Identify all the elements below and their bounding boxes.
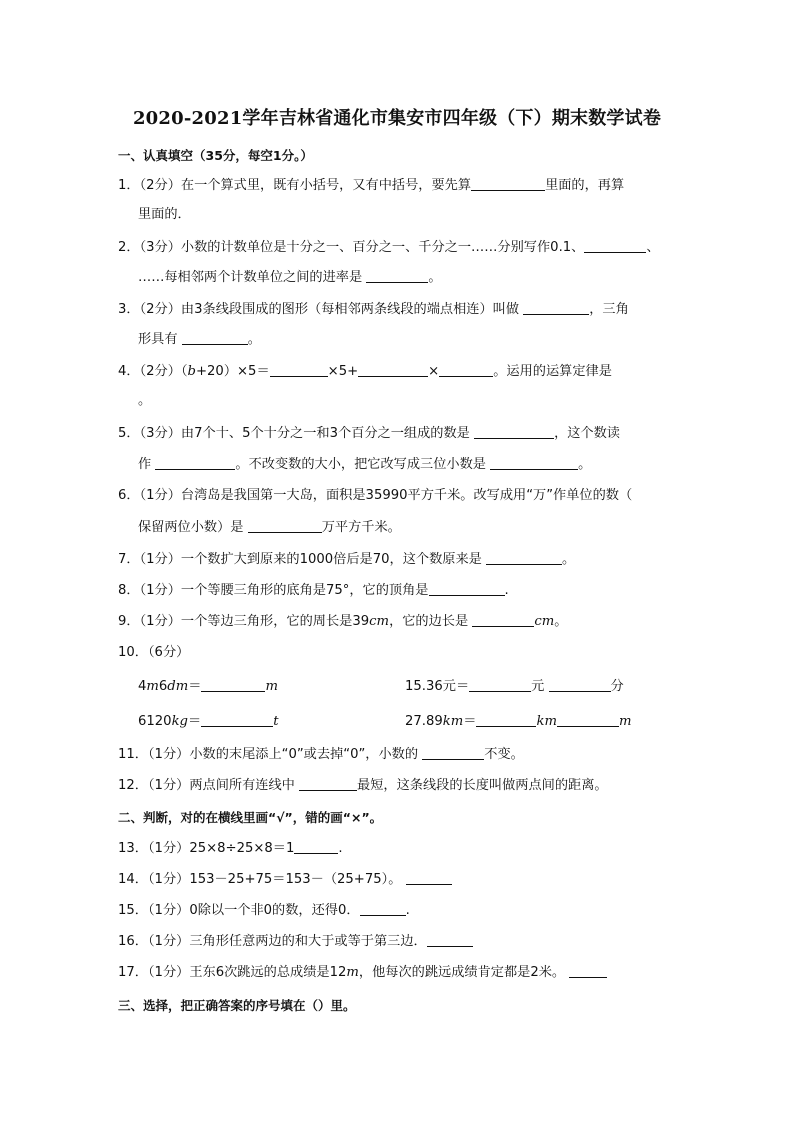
answer-blank[interactable] [439,362,493,377]
question-12: 12．（1分）两点间所有连线中 最短，这条线段的长度叫做两点间的距离。 [118,778,608,793]
answer-blank[interactable] [469,677,531,692]
question-9: 9．（1分）一个等边三角形，它的周长是39cm，它的边长是 cm。 [118,614,568,629]
answer-blank[interactable] [569,963,607,978]
answer-blank[interactable] [270,362,328,377]
question-13: 13．（1分）25×8÷25×8＝1 . [118,841,343,856]
answer-blank[interactable] [299,776,357,791]
question-10-item-2: 15.36元＝ 元 分 [405,679,624,694]
question-11: 11．（1分）小数的末尾添上“0”或去掉“0”，小数的 不变。 [118,747,524,762]
exam-title: 2020-2021学年吉林省通化市集安市四年级（下）期末数学试卷 [132,108,662,129]
answer-blank[interactable] [294,839,338,854]
question-6-line-1: 6．（1分）台湾岛是我国第一大岛，面积是35990平方千米。改写成用“万”作单位的数（ [118,488,633,503]
question-10-item-4: 27.89km＝ km m [405,714,632,729]
question-4-line-1: 4．（2分）（b+20）×5＝ ×5+ × 。运用的运算定律是 [118,364,612,379]
question-5-line-1: 5．（3分）由7个十、5个十分之一和3个百分之一组成的数是 ，这个数读 [118,426,620,441]
question-3-line-2: 形具有 。 [138,332,261,347]
question-7: 7．（1分）一个数扩大到原来的1000倍后是70，这个数原来是 。 [118,552,576,567]
question-16: 16．（1分）三角形任意两边的和大于或等于第三边． [118,932,473,951]
answer-blank[interactable] [248,518,322,533]
question-17: 17．（1分）王东6次跳远的总成绩是12m，他每次的跳远成绩肯定都是2米。 [118,963,607,982]
question-15: 15．（1分）0除以一个非0的数，还得0． . [118,903,410,918]
question-1-line-2: 里面的． [138,207,191,222]
answer-blank[interactable] [584,238,646,253]
answer-blank[interactable] [358,362,428,377]
answer-blank[interactable] [201,677,265,692]
answer-blank[interactable] [523,300,589,315]
answer-blank[interactable] [406,870,452,885]
answer-blank[interactable] [486,550,562,565]
answer-blank[interactable] [471,176,545,191]
section-3-heading: 三、选择，把正确答案的序号填在（）里。 [118,998,356,1013]
question-5-line-2: 作 。不改变数的大小，把它改写成三位小数是 。 [138,457,592,472]
answer-blank[interactable] [422,745,484,760]
answer-blank[interactable] [472,612,534,627]
answer-blank[interactable] [182,330,248,345]
answer-blank[interactable] [557,712,619,727]
question-3-line-1: 3．（2分）由3条线段围成的图形（每相邻两条线段的端点相连）叫做 ，三角 [118,302,629,317]
question-10-item-1: 4m6dm＝ m [138,679,278,694]
answer-blank[interactable] [476,712,536,727]
answer-blank[interactable] [490,455,578,470]
question-6-line-2: 保留两位小数）是 万平方千米。 [138,520,401,535]
question-2-line-2: ……每相邻两个计数单位之间的进率是 。 [138,270,442,285]
question-10-item-3: 6120kg＝ t [138,714,279,729]
answer-blank[interactable] [360,901,406,916]
answer-blank[interactable] [366,268,428,283]
question-10-heading: 10．（6分） [118,645,190,660]
answer-blank[interactable] [549,677,611,692]
question-1-line-1: 1．（2分）在一个算式里，既有小括号，又有中括号，要先算 里面的，再算 [118,178,625,193]
question-4-line-2: 。 [138,393,152,408]
question-2-line-1: 2．（3分）小数的计数单位是十分之一、百分之一、千分之一……分别写作0.1、 、 [118,240,660,255]
answer-blank[interactable] [155,455,235,470]
answer-blank[interactable] [201,712,273,727]
answer-blank[interactable] [474,424,554,439]
section-2-heading: 二、判断，对的在横线里画“√”，错的画“×”。 [118,810,383,825]
answer-blank[interactable] [429,581,505,596]
answer-blank[interactable] [427,932,473,947]
section-1-heading: 一、认真填空（35分，每空1分。） [118,148,313,163]
question-14: 14．（1分）153－25+75＝153－（25+75）。 [118,870,452,889]
question-8: 8．（1分）一个等腰三角形的底角是75°，它的顶角是 . [118,583,509,598]
